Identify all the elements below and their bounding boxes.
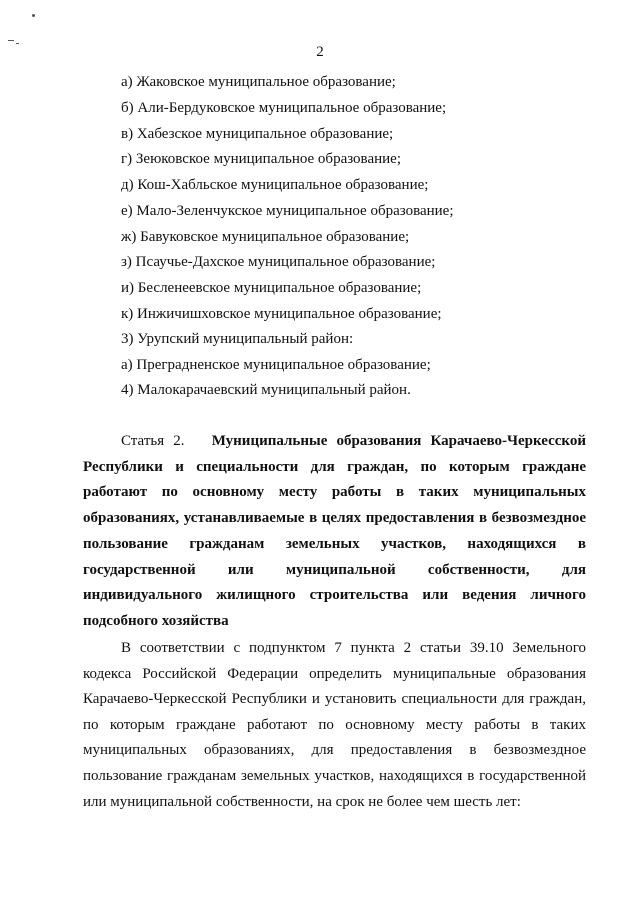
article-title: Муниципальные образования Карачаево-Черкесской Республики и специальности для граждан, по которым граждане работают по основному месту работы в таких муниципальных образованиях, устанавливаемые в целях предоставления в безвозмездное пользование гражданам земельных участков, находящихся в государственной или муниципальной собственности, для индивидуального жилищного строительства или ведения личного подсобного хозяйства xyxy=(83,433,586,629)
body-paragraph-text: В соответствии с подпунктом 7 пункта 2 статьи 39.10 Земельного кодекса Российской Федерации определить муниципальные образования Карачаево-Черкесской Республики и установить специальности для граждан, по которым граждане работают по основному месту работы в таких муниципальных образованиях, для предоставления в безвозмездное пользование гражданам земельных участков, находящихся в государственной или муниципальной собственности, на срок не более чем шесть лет: xyxy=(83,640,586,810)
list-item: ж) Бавуковское муниципальное образование; xyxy=(121,229,410,245)
list-item: з) Псаучье-Дахское муниципальное образование; xyxy=(121,254,436,270)
list-item: к) Инжичишховское муниципальное образование; xyxy=(121,306,442,322)
list-item: а) Преградненское муниципальное образование; xyxy=(121,357,431,373)
scan-mark-left xyxy=(8,40,14,41)
list-item: 3) Урупский муниципальный район: xyxy=(121,331,354,347)
list-item: 4) Малокарачаевский муниципальный район. xyxy=(121,382,411,398)
article-label: Статья 2. xyxy=(121,433,185,449)
list-item: е) Мало-Зеленчукское муниципальное образование; xyxy=(121,203,454,219)
list-item: б) Али-Бердуковское муниципальное образование; xyxy=(121,100,447,116)
body-paragraph xyxy=(83,636,586,815)
list-item: в) Хабезское муниципальное образование; xyxy=(121,126,394,142)
list-item: д) Кош-Хабльское муниципальное образование; xyxy=(121,177,429,193)
article-heading xyxy=(83,429,586,635)
list-item: г) Зеюковское муниципальное образование; xyxy=(121,151,401,167)
page-number: 2 xyxy=(316,44,324,60)
list-item: и) Бесленеевское муниципальное образование; xyxy=(121,280,422,296)
scan-mark-top-left xyxy=(32,14,35,17)
list-item: а) Жаковское муниципальное образование; xyxy=(121,74,396,90)
